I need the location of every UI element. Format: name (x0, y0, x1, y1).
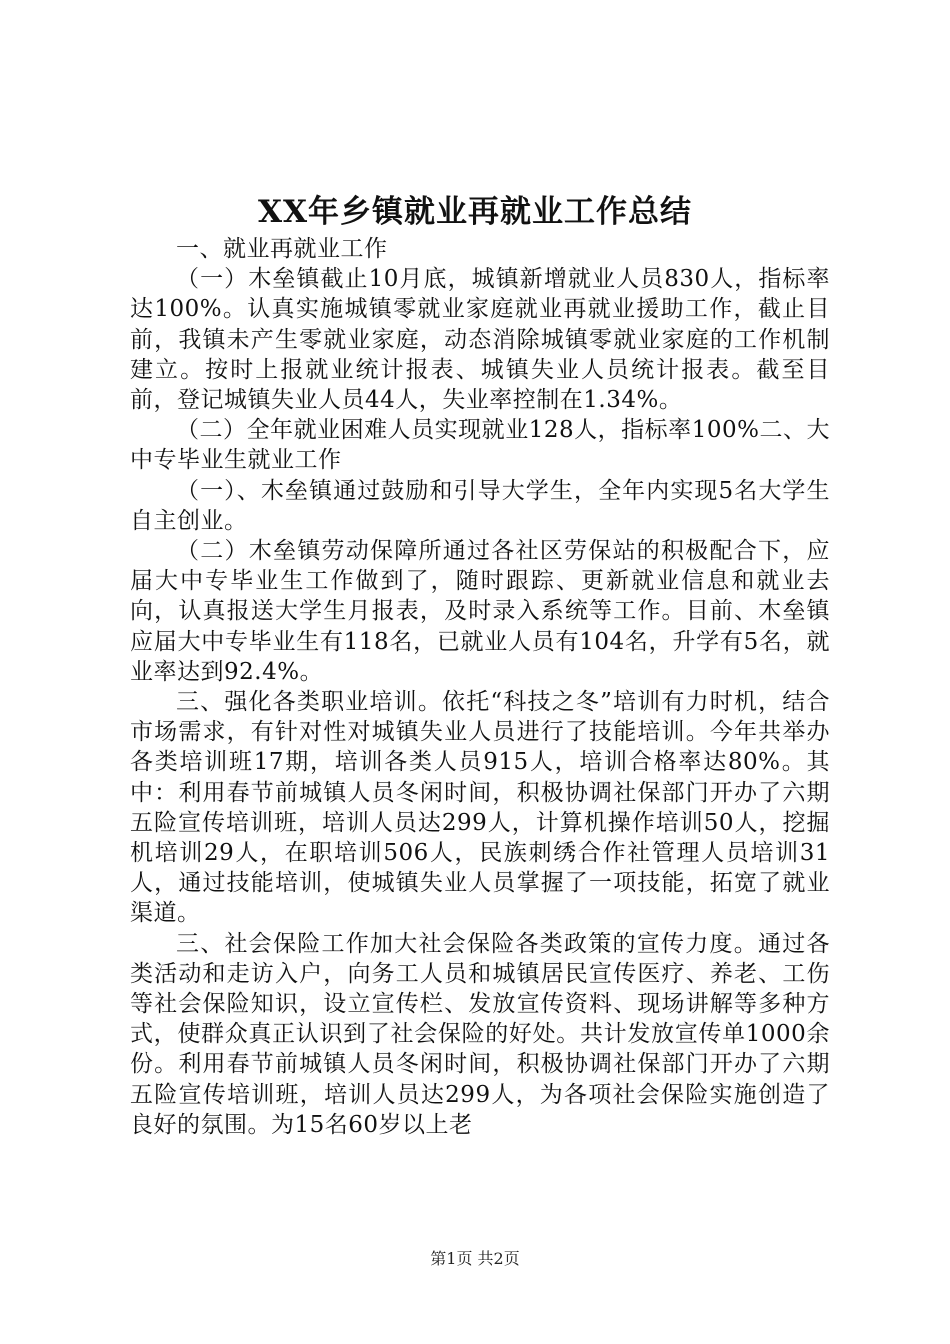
document-body (130, 234, 830, 1140)
page-footer: 第1页 共2页 (430, 1249, 520, 1268)
paragraph-section-1-heading: 一、就业再就业工作 (176, 236, 388, 262)
paragraph-hard-to-employ: （二）全年就业困难人员实现就业128人，指标率100%二、大中专毕业生就业工作 (130, 417, 830, 474)
paragraph-graduate-employment: （二）木垒镇劳动保障所通过各社区劳保站的积极配合下，应届大中专毕业生工作做到了，随时跟踪、更新就业信息和就业去向，认真报送大学生月报表，及时录入系统等工作。目前、木垒镇应届大中专毕业生有118名，已就业人员有104名，升学有5名，就业率达到92.4%。 (130, 538, 830, 685)
paragraph-vocational-training: 三、强化各类职业培训。依托“科技之冬”培训有力时机，结合市场需求，有针对性对城镇失业人员进行了技能培训。今年共举办各类培训班17期，培训各类人员915人，培训合格率达80%。其中：利用春节前城镇人员冬闲时间，积极协调社保部门开办了六期五险宣传培训班，培训人员达299人，计算机操作培训50人，挖掘机培训29人，在职培训506人，民族刺绣合作社管理人员培训31人，通过技能培训，使城镇失业人员掌握了一项技能，拓宽了就业渠道。 (130, 689, 830, 927)
paragraph-employment-new-jobs: （一）木垒镇截止10月底，城镇新增就业人员830人，指标率达100%。认真实施城镇零就业家庭就业再就业援助工作，截止目前，我镇未产生零就业家庭，动态消除城镇零就业家庭的工作机制建立。按时上报就业统计报表、城镇失业人员统计报表。截至目前，登记城镇失业人员44人，失业率控制在1.34%。 (130, 266, 830, 414)
paragraph-graduate-entrepreneurship: （一）、木垒镇通过鼓励和引导大学生，全年内实现5名大学生自主创业。 (130, 477, 830, 534)
document-title: XX年乡镇就业再就业工作总结 (257, 194, 693, 230)
paragraph-social-insurance: 三、社会保险工作加大社会保险各类政策的宣传力度。通过各类活动和走访入户，向务工人员和城镇居民宣传医疗、养老、工伤等社会保险知识，设立宣传栏、发放宣传资料、现场讲解等多种方式，使群众真正认识到了社会保险的好处。共计发放宣传单1000余份。利用春节前城镇人员冬闲时间，积极协调社保部门开办了六期五险宣传培训班，培训人员达299人，为各项社会保险实施创造了良好的氛围。为15名60岁以上老 (130, 930, 830, 1138)
